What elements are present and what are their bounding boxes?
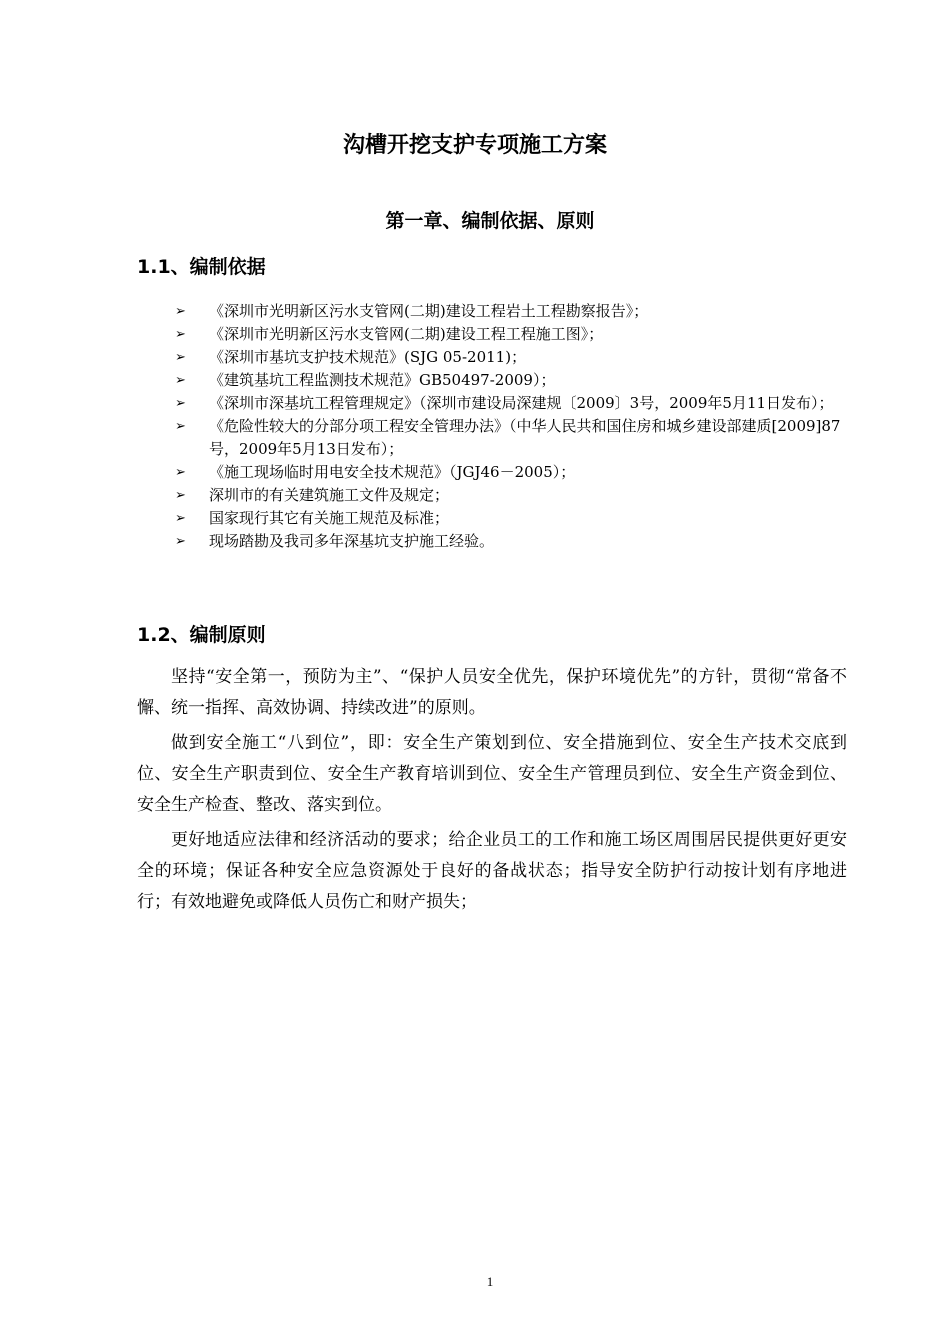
arrow-bullet-icon: ➢ (175, 465, 186, 480)
chapter-title: 第一章、编制依据、原则 (385, 210, 595, 232)
arrow-bullet-icon: ➢ (175, 488, 186, 503)
document-title: 沟槽开挖支护专项施工方案 (342, 133, 607, 158)
arrow-bullet-icon: ➢ (175, 511, 186, 526)
list-item (175, 530, 855, 553)
arrow-bullet-icon: ➢ (175, 327, 186, 342)
list-item (175, 346, 855, 369)
list-item-text: 国家现行其它有关施工规范及标准； (209, 509, 450, 527)
list-item-text: 《深圳市光明新区污水支管网(二期)建设工程岩土工程勘察报告》； (209, 302, 649, 320)
page-number: 1 (486, 1274, 494, 1289)
list-item (175, 415, 855, 461)
list-item (175, 369, 855, 392)
arrow-bullet-icon: ➢ (175, 350, 186, 365)
list-item-text: 《危险性较大的分部分项工程安全管理办法》（中华人民共和国住房和城乡建设部建质[2009]87号，2009年5月13日发布）； (209, 417, 841, 458)
list-item (175, 507, 855, 530)
paragraph: 做到安全施工“八到位”，即：安全生产策划到位、安全措施到位、安全生产技术交底到位、安全生产职责到位、安全生产教育培训到位、安全生产管理员到位、安全生产资金到位、安全生产检查、整改、落实到位。 (137, 733, 847, 815)
list-item-text: 《深圳市光明新区污水支管网(二期)建设工程工程施工图》； (209, 325, 604, 343)
list-item-text: 《深圳市基坑支护技术规范》(SJG 05-2011)； (209, 348, 527, 366)
arrow-bullet-icon: ➢ (175, 534, 186, 549)
list-item-text: 《深圳市深基坑工程管理规定》（深圳市建设局深建规〔2009〕3号，2009年5月11日发布）； (209, 394, 834, 412)
section-heading-basis: 1.1、编制依据 (137, 256, 266, 278)
arrow-bullet-icon: ➢ (175, 304, 186, 319)
list-item (175, 392, 855, 415)
list-item (175, 461, 855, 484)
list-item (175, 323, 855, 346)
arrow-bullet-icon: ➢ (175, 373, 186, 388)
arrow-bullet-icon: ➢ (175, 396, 186, 411)
arrow-bullet-icon: ➢ (175, 419, 186, 434)
list-item (175, 300, 855, 323)
section-heading-principles: 1.2、编制原则 (137, 624, 266, 646)
paragraph: 更好地适应法律和经济活动的要求；给企业员工的工作和施工场区周围居民提供更好更安全的环境；保证各种安全应急资源处于良好的备战状态；指导安全防护行动按计划有序地进行；有效地避免或降低人员伤亡和财产损失； (137, 830, 847, 912)
paragraph: 坚持“安全第一，预防为主”、“保护人员安全优先，保护环境优先”的方针，贯彻“常备不懈、统一指挥、高效协调、持续改进”的原则。 (137, 667, 847, 718)
basis-list (175, 300, 855, 553)
principles-body (137, 662, 847, 922)
list-item-text: 现场踏勘及我司多年深基坑支护施工经验。 (209, 532, 495, 550)
list-item-text: 《施工现场临时用电安全技术规范》（JGJ46－2005）； (209, 463, 576, 481)
list-item-text: 深圳市的有关建筑施工文件及规定； (209, 486, 450, 504)
list-item (175, 484, 855, 507)
list-item-text: 《建筑基坑工程监测技术规范》GB50497-2009）； (209, 371, 556, 389)
